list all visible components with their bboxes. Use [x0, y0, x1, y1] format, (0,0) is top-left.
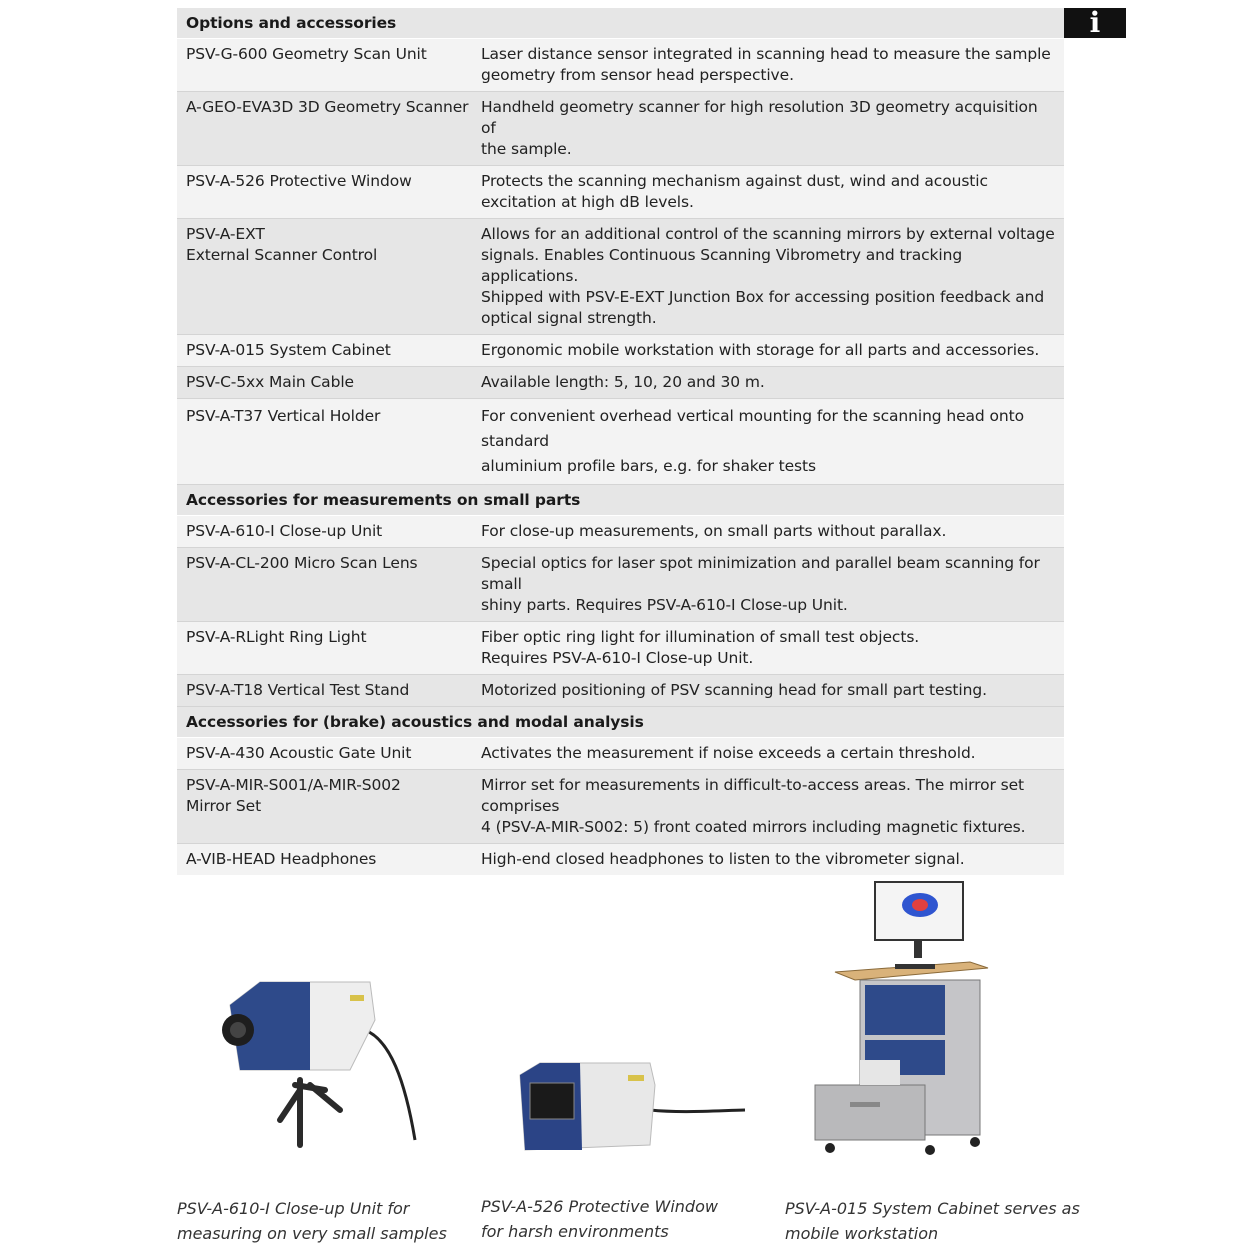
- cable: [365, 1030, 415, 1140]
- scanner-box: [520, 1063, 655, 1150]
- cabinet-body: [815, 980, 980, 1155]
- product-description: Handheld geometry scanner for high resolution 3D geometry acquisition of the sample.: [481, 98, 1038, 158]
- section-heading: Accessories for measurements on small parts: [177, 485, 1064, 516]
- product-description: Laser distance sensor integrated in scanning head to measure the sample geometry from sensor head perspective.: [481, 45, 1051, 84]
- product-name: PSV-A-430 Acoustic Gate Unit: [186, 744, 412, 762]
- table-row: [177, 738, 1064, 770]
- product-description: Protects the scanning mechanism against dust, wind and acoustic excitation at high dB levels.: [481, 172, 988, 211]
- section-heading: Options and accessories: [177, 8, 1064, 39]
- section-heading: Accessories for (brake) acoustics and modal analysis: [177, 707, 1064, 738]
- table-row: [177, 39, 1064, 92]
- figure-caption: PSV-A-610-I Close-up Unit for measuring on very small samples: [177, 1199, 447, 1243]
- product-description: Fiber optic ring light for illumination of small test objects. Requires PSV-A-610-I Close-up Unit.: [481, 628, 920, 667]
- product-description: Available length: 5, 10, 20 and 30 m.: [481, 373, 765, 391]
- product-name: PSV-A-526 Protective Window: [186, 172, 412, 190]
- scanner-head: [222, 982, 375, 1070]
- product-description: Special optics for laser spot minimization and parallel beam scanning for small shiny parts. Requires PSV-A-610-I Close-up Unit.: [481, 554, 1040, 614]
- cable: [650, 1110, 745, 1112]
- product-name: A-GEO-EVA3D 3D Geometry Scanner: [186, 98, 469, 116]
- table-row: [177, 622, 1064, 675]
- table-row: [177, 335, 1064, 367]
- product-description: High-end closed headphones to listen to the vibrometer signal.: [481, 850, 965, 868]
- product-name: PSV-A-T18 Vertical Test Stand: [186, 681, 410, 699]
- product-description: For convenient overhead vertical mounting for the scanning head onto standard aluminium profile bars, e.g. for shaker tests: [481, 407, 1024, 475]
- product-name: PSV-A-EXT External Scanner Control: [186, 225, 378, 264]
- table-row: [177, 516, 1064, 548]
- product-description: Motorized positioning of PSV scanning head for small part testing.: [481, 681, 987, 699]
- accessories-table: [177, 8, 1064, 875]
- product-name: PSV-A-MIR-S001/A-MIR-S002 Mirror Set: [186, 776, 401, 815]
- product-description: Activates the measurement if noise exceeds a certain threshold.: [481, 744, 976, 762]
- product-name: PSV-A-015 System Cabinet: [186, 341, 391, 359]
- product-name: PSV-A-RLight Ring Light: [186, 628, 367, 646]
- system-cabinet-image: [810, 880, 1010, 1165]
- table-row: [177, 770, 1064, 844]
- product-description: Ergonomic mobile workstation with storage for all parts and accessories.: [481, 341, 1040, 359]
- tripod: [280, 1080, 340, 1145]
- protective-window-image: [510, 1055, 750, 1160]
- table-row: [177, 844, 1064, 875]
- close-up-unit-image: [200, 960, 440, 1150]
- figure-caption: PSV-A-015 System Cabinet serves as mobile workstation: [785, 1199, 1080, 1243]
- table-row: [177, 548, 1064, 622]
- table-row: [177, 166, 1064, 219]
- table-row: [177, 399, 1064, 485]
- monitor: [875, 882, 963, 958]
- product-description: For close-up measurements, on small parts without parallax.: [481, 522, 947, 540]
- keyboard: [895, 964, 935, 969]
- product-name: PSV-G-600 Geometry Scan Unit: [186, 45, 427, 63]
- info-icon: i: [1064, 8, 1126, 38]
- table-row: [177, 219, 1064, 335]
- product-name: PSV-A-610-I Close-up Unit: [186, 522, 383, 540]
- product-name: PSV-C-5xx Main Cable: [186, 373, 354, 391]
- figure-caption: PSV-A-526 Protective Window for harsh environments: [481, 1197, 718, 1241]
- product-description: Mirror set for measurements in difficult-to-access areas. The mirror set comprises 4 (PSV-A-MIR-S002: 5) front coated mirrors including magnetic fixtures.: [481, 776, 1026, 836]
- table-row: [177, 367, 1064, 399]
- product-name: PSV-A-CL-200 Micro Scan Lens: [186, 554, 418, 572]
- table-row: [177, 92, 1064, 166]
- product-name: PSV-A-T37 Vertical Holder: [186, 407, 381, 425]
- product-name: A-VIB-HEAD Headphones: [186, 850, 377, 868]
- product-description: Allows for an additional control of the scanning mirrors by external voltage signals. Enables Continuous Scanning Vibrometry and tracking applications. Shipped with PSV-E-EXT Junction Box for accessing position feedback and optical signal strength.: [481, 225, 1055, 327]
- table-row: [177, 675, 1064, 707]
